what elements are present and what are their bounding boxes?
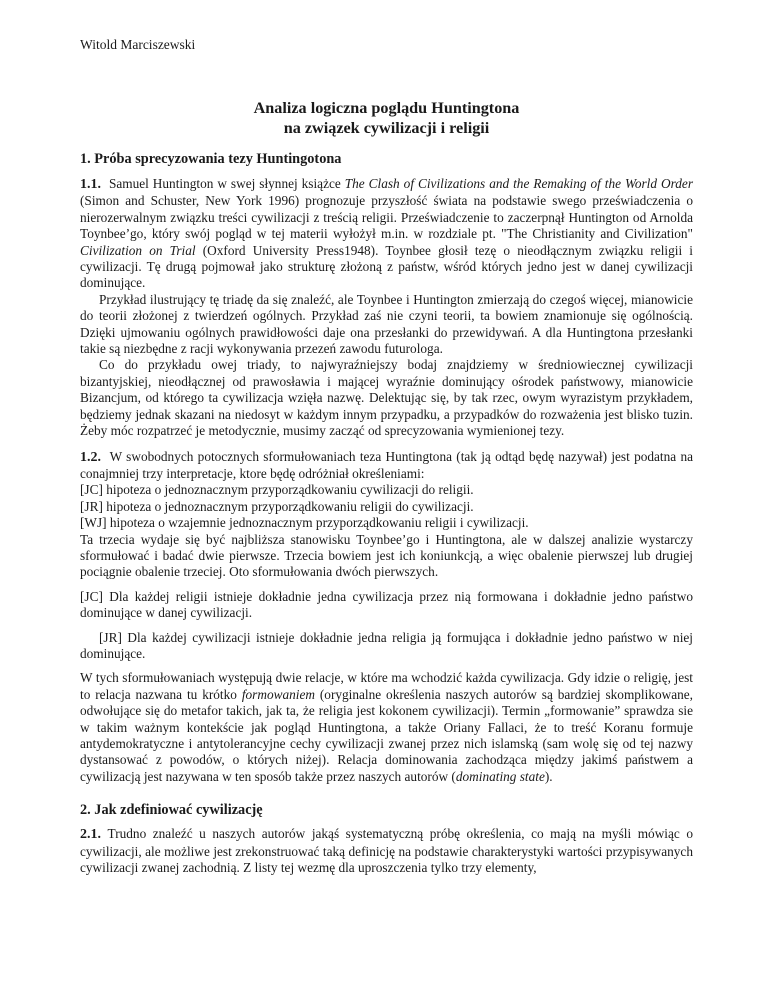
section-1: [80, 150, 693, 876]
paragraph-number: 1.2.: [80, 449, 101, 465]
document-title: [80, 98, 693, 138]
title-line-2: na związek cywilizacji i religii: [283, 119, 490, 137]
author-name: Witold Marciszewski: [80, 37, 196, 52]
paragraph-conjunction: Ta trzecia wydaje się być najbliższa stanowisku Toynbee’go i Huntingtona, ale w dalszej analizie wystarczy sformułować i badać dwie pierwsze. Trzecia bowiem jest ich koniunkcją, a więc obalenie pierwszej lub drugiej pociągnie obalenie trzeciej. Oto sformułowania dwóch pierwszych.: [80, 531, 693, 580]
paragraph-number: 2.1.: [80, 827, 101, 843]
book-title-2: Civilization on Trial: [80, 242, 196, 258]
paragraph-1-2: 1.2. W swobodnych potocznych sformułowaniach teza Huntingtona (tak ją odtąd będę nazywał) jest podatna na conajmniej trzy interpretacje, ktore będę odróżniał określeniami:: [80, 448, 694, 481]
section-1-heading: 1. Próba sprecyzowania tezy Huntingotona: [80, 151, 342, 167]
paragraph-number: 1.1.: [80, 177, 101, 192]
paragraph-relations: W tych sformułowaniach występują dwie relacje, w które ma wchodzić każda cywilizacja. Gdy idzie o religię, jest to relacja nazwana tu krótko formowaniem (oryginalne określenia naszych autorów są bardziej skomplikowane, odwołujące się do metafor takich, jak ta, że religia jest kokonem cywilizacji). Termin „formowanie” sprawdza sie w takim ważnym kontekście jak pogląd Huntingtona, a także Oriany Fallaci, że to treść Koranu formuje antydemokratyczne i antytolerancyjne cechy cywilizacji zwanej przez nich islamską (sam wolę się od tej nazwy dystansować z powodów, o których niżej). Relacja dominowania zachodząca między jakimś państwem a cywilizacją jest nazywana w ten sposób także przez naszych autorów (dominating state).: [80, 670, 694, 784]
hypothesis-jr: [JR] hipoteza o jednoznacznym przyporządkowaniu religii do cywilizacji.: [80, 498, 474, 514]
term-dominating-state: dominating state: [455, 768, 545, 784]
section-2-heading: 2. Jak zdefiniować cywilizację: [80, 802, 263, 819]
title-line-1: Analiza logiczna poglądu Huntingtona: [253, 99, 520, 117]
definition-jc: [JC] Dla każdej religii istnieje dokładnie jedna cywilizacja przez nią formowana i dokładnie jedno państwo dominujące w danej cywilizacji.: [80, 588, 693, 621]
paragraph-1-1: 1.1. Samuel Huntington w swej słynnej książce The Clash of Civilizations and the Remaking of the World Order (Simon and Schuster, New York 1996) prognozuje przyszłość świata na podstawie swego przeświadczenia o nierozerwalnym związku treści cywilizacji z treścią religii. Przeświadczenie to zaczerpnął Huntington od Arnolda Toynbee’go, który swój pogląd w tej materii wyłożył m.in. w rozdziale pt. "The Christianity and Civilization" Civilization on Trial (Oxford University Press1948). Toynbee głosił tezę o nieodłącznym związku religii i cywilizacji. Tę drugą pojmował jako strukturę złożoną z państw, wśród których jedno jest w danej cywilizacji dominujące.: [80, 176, 694, 291]
definition-jr: [JR] Dla każdej cywilizacji istnieje dokładnie jedna religia ją formująca i dokładnie jedno państwo w niej dominujące.: [80, 629, 693, 661]
paragraph-byzantine: Co do przykładu owej triady, to najwyraźniejszy bodaj znajdziemy w średniowiecznej cywilizacji bizantyjskiej, nieodłącznej od prawosławia i mającej wyraźnie dominujący ośrodek państwowy, mianowicie Bizancjum, od którego ta cywilizacja wzięła nazwę. Delektując się, by tak rzec, owym wyrazistym przykładem, będziemy jednak skazani na niedosyt w każdym innym przypadku, a przypadków do rozważenia jest blisko tuzin. Żeby móc rozpatrzeć je metodycznie, musimy zacząć od sprecyzowania wymienionej tezy.: [80, 357, 693, 439]
paragraph-2-1: 2.1. Trudno znaleźć u naszych autorów jakąś systematyczną próbę określenia, co mają na myśli mówiąc o cywilizacji, ale możliwe jest zrekonstruować taką definicję na podstawie charakterystyki wartości przypisywanych cywilizacji zwanej zachodnią. Z listy tej wezmę dla uproszczenia tylko trzy elementy,: [80, 826, 693, 876]
term-formowanie: formowaniem: [241, 686, 315, 702]
hypothesis-jc: [JC] hipoteza o jednoznacznym przyporządkowaniu cywilizacji do religii.: [80, 482, 474, 498]
paragraph-triad-example: Przykład ilustrujący tę triadę da się znaleźć, ale Toynbee i Huntington zmierzają do czegoś więcej, mianowicie do teorii złożonej z twierdzeń ogólnych. Przykład zaś nie czyni teorii, ta bowiem znamionuje się ogólnością. Dzięki ujmowaniu ogólnych prawidłowości daje ona przesłanki do przewidywań. A dla Huntingtona przesłanki takie są niezbędne z racji wykonywania przezeń zawodu futurologa.: [80, 291, 693, 357]
book-title: The Clash of Civilizations and the Remaking of the World Order: [344, 176, 693, 191]
hypothesis-wj: [WJ] hipoteza o wzajemnie jednoznacznym przyporządkowaniu religii i cywilizacji.: [80, 515, 529, 531]
